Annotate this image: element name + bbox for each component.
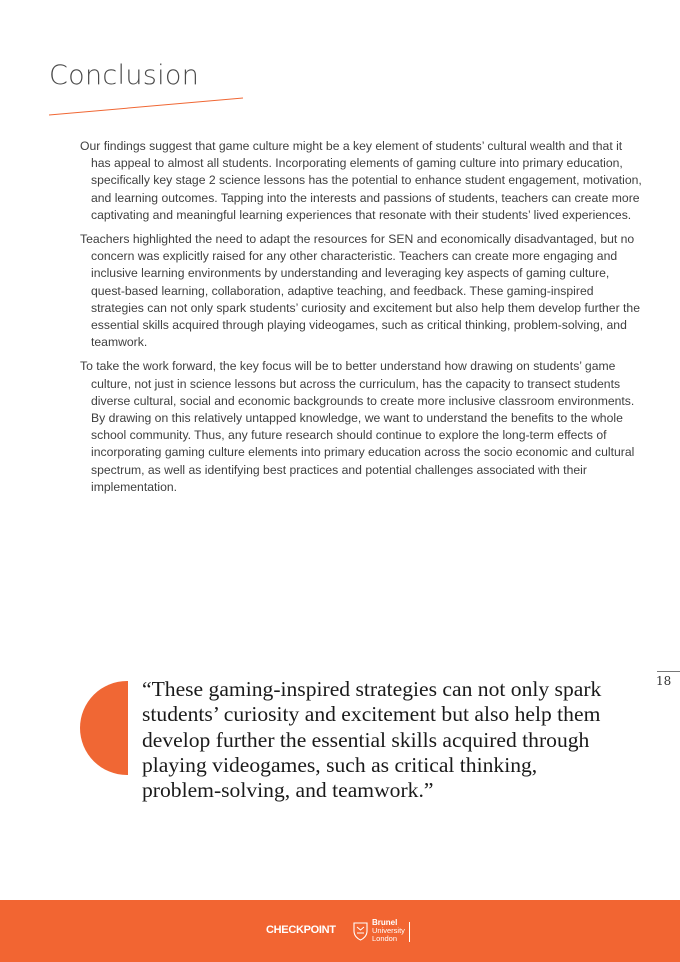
brunel-crest-icon	[352, 921, 369, 941]
paragraph-findings: Our findings suggest that game culture might be a key element of students’ cultural wealth and that it has appeal to almost all students. Incorporating elements of gaming culture into primary education, specifically key stage 2 science lessons has the potential to enhance student engagement, motivation, and learning outcomes. Tapping into the interests and passions of students, teachers can create more captivating and meaningful learning experiences that resonate with their students’ lived experiences.	[80, 139, 642, 222]
paragraph-teachers: Teachers highlighted the need to adapt the resources for SEN and economically disadvantaged, but no concern was explicitly raised for any other characteristic. Teachers can create more engaging and inclusive learning environments by understanding and leveraging key aspects of gaming culture, quest-based learning, collaboration, adaptive teaching, and feedback. These gaming-inspired strategies can not only spark students’ curiosity and excitement but also help them develop further the essential skills acquired through playing videogames, such as critical thinking, problem-solving, and teamwork.	[80, 232, 640, 350]
brunel-logo	[352, 919, 414, 945]
brunel-line-3: London	[372, 934, 398, 943]
footer-bar	[0, 900, 680, 962]
page-number: 18	[656, 674, 672, 688]
body-text	[80, 138, 644, 503]
page-title: Conclusion	[49, 60, 200, 91]
quote-shape-icon	[80, 681, 128, 775]
title-underline	[48, 95, 244, 117]
checkpoint-logo: CHECKPOINT	[266, 924, 336, 936]
pull-quote: “These gaming-inspired strategies can not only spark students’ curiosity and excitement but also help them develop further the essential skills acquired through playing videogames, such as critical thinking, problem-solving, and teamwork.”	[142, 677, 602, 803]
brunel-line-1: Brunel	[372, 918, 398, 927]
brunel-wordmark	[372, 919, 405, 943]
paragraph-future-work: To take the work forward, the key focus will be to better understand how drawing on students’ game culture, not just in science lessons but across the curriculum, has the capacity to transect students diverse cultural, social and economic backgrounds to create more inclusive classroom environments. By drawing on this relatively untapped knowledge, we want to understand the benefits to the whole school community. Thus, any future research should continue to explore the long-term effects of incorporating gaming culture elements into primary education across the socio economic and cultural spectrum, as well as identifying best practices and potential challenges associated with their implementation.	[80, 359, 635, 494]
brunel-divider	[409, 922, 410, 942]
brunel-line-2: University	[372, 926, 405, 935]
page-number-rule	[657, 671, 680, 672]
